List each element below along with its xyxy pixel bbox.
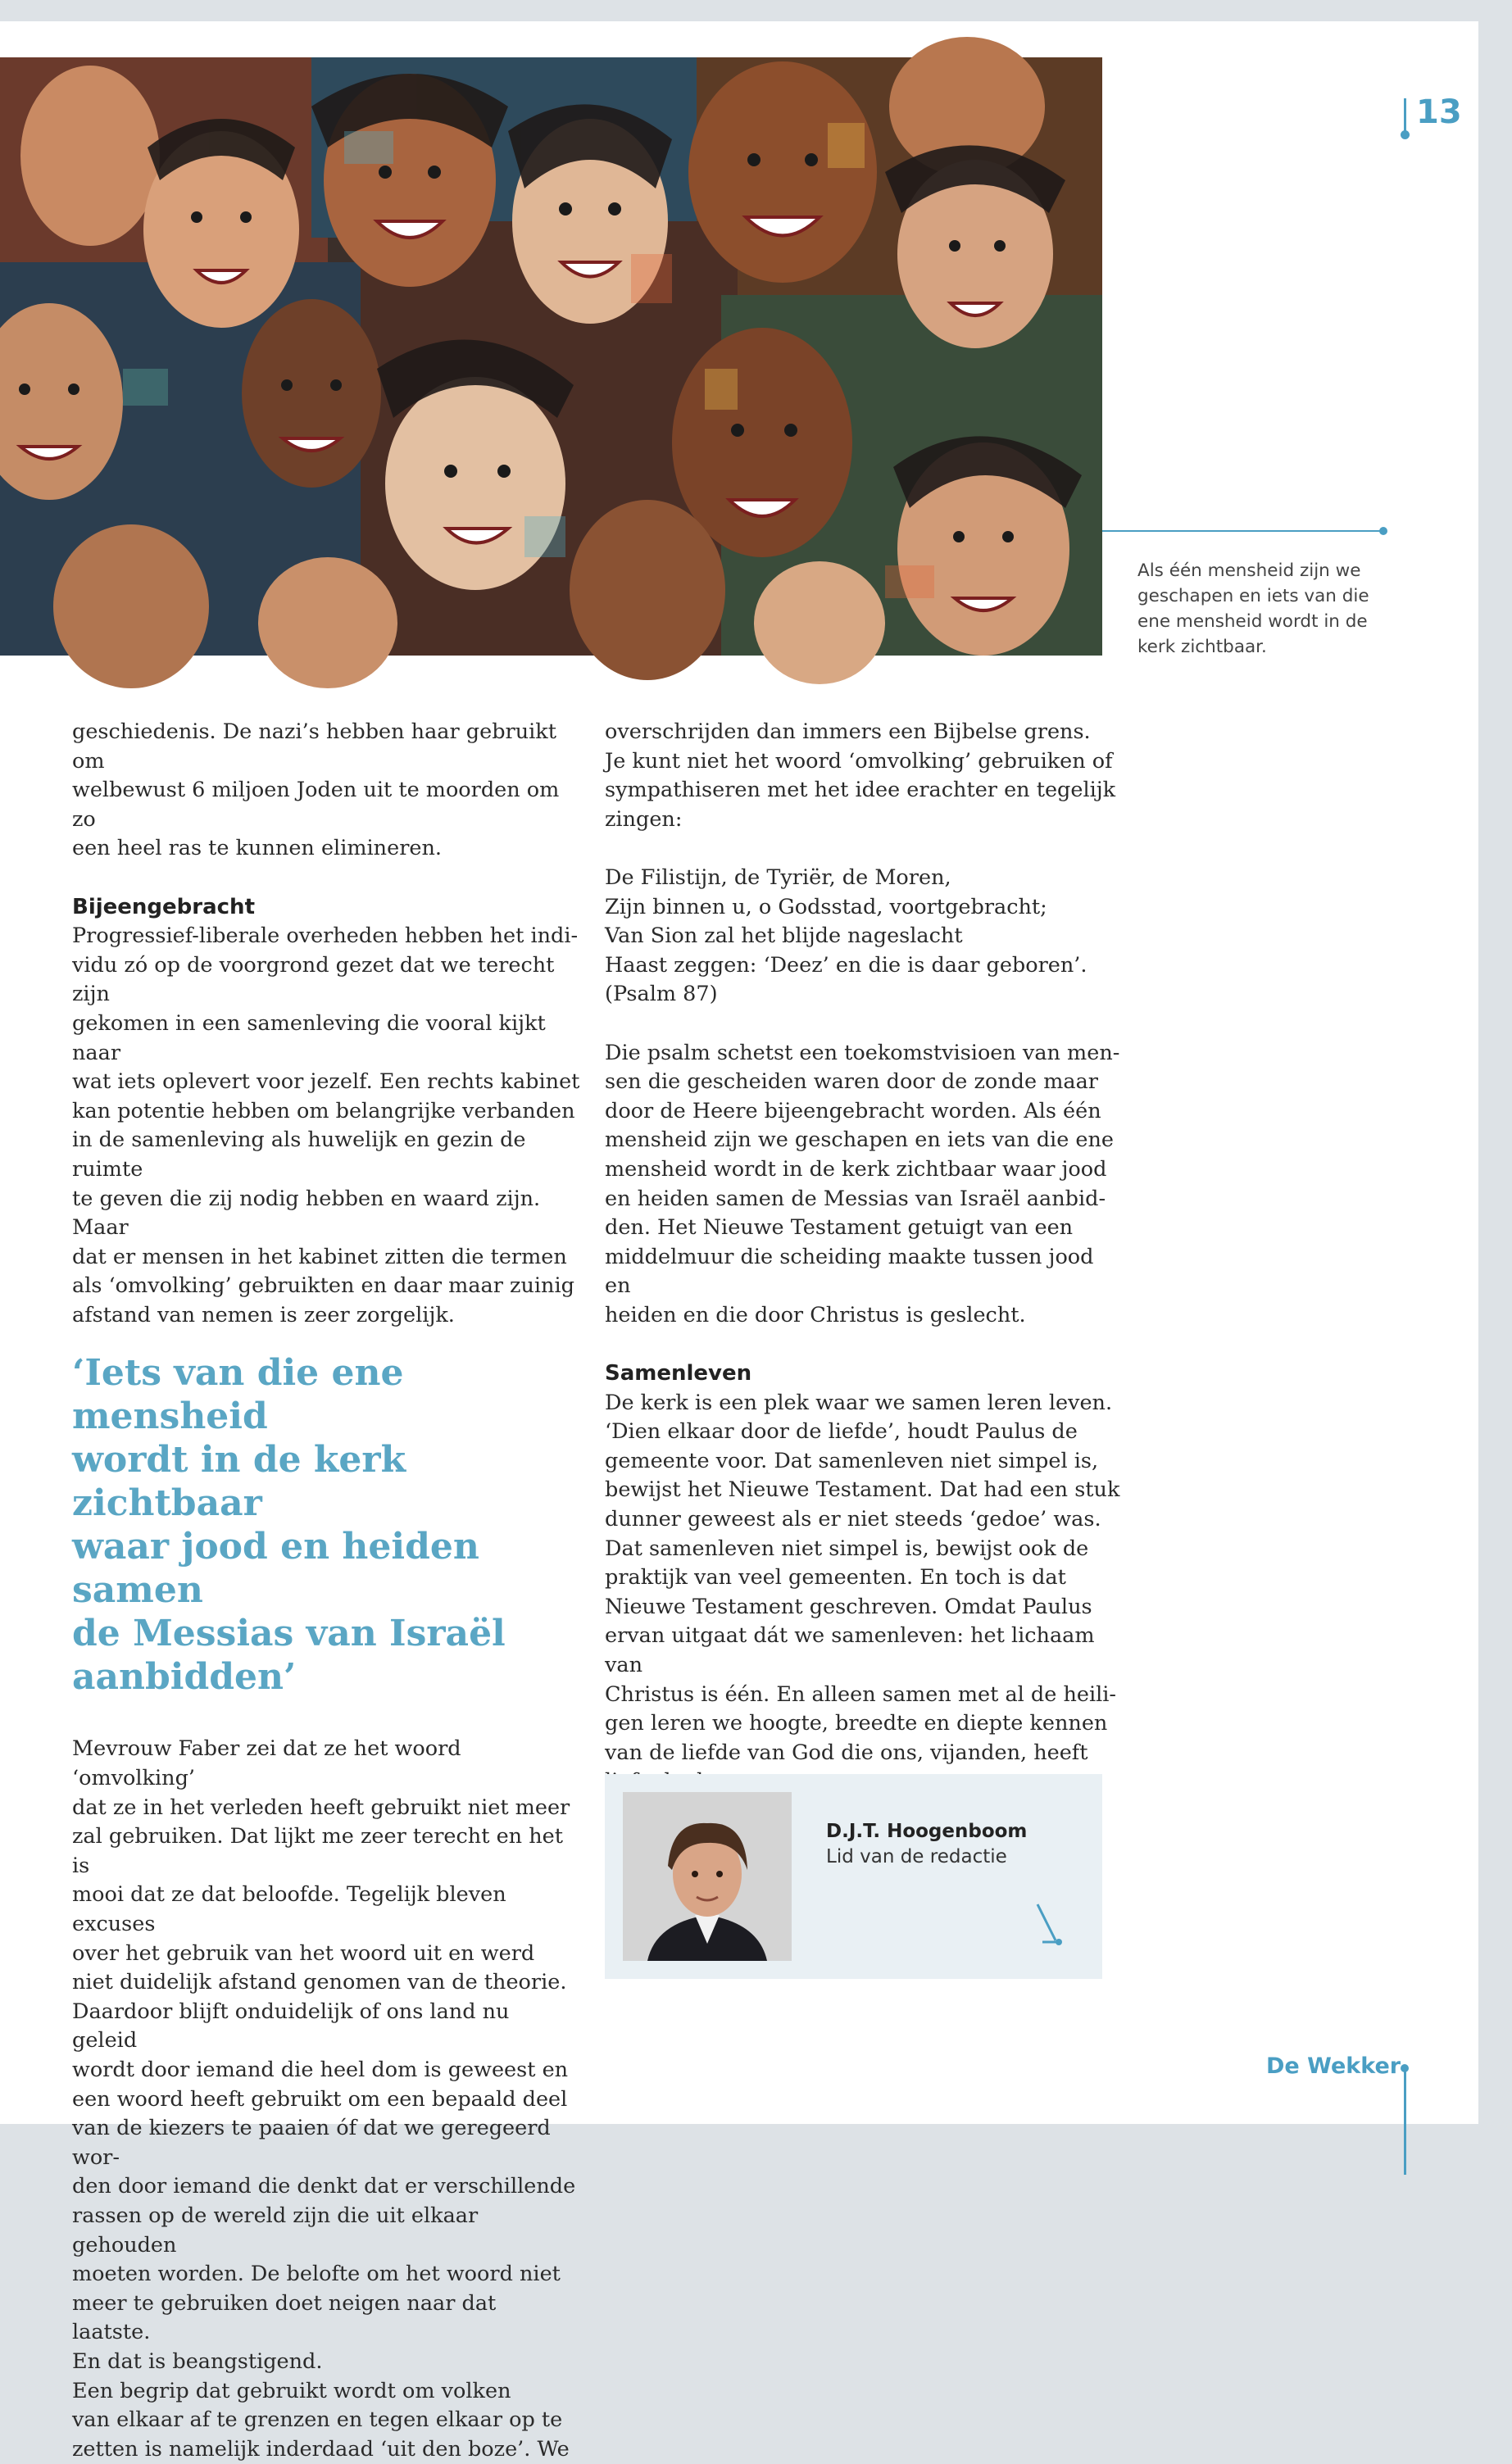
article-column-right <box>605 718 1121 1797</box>
subheading-bijeengebracht: Bijeengebracht <box>72 894 255 919</box>
author-name: D.J.T. Hoogenboom <box>826 1821 1028 1842</box>
paragraph-final <box>605 1389 1121 1797</box>
caption-rule <box>1102 530 1385 532</box>
image-caption: Als één mensheid zijn we geschapen en iets van die ene mensheid wordt in de kerk zichtbaar. <box>1137 560 1369 657</box>
paragraph-final-text: De kerk is een plek waar we samen leren leven. ‘Dien elkaar door de liefde’, houdt Paulus de gemeente voor. Dat samenleven niet simpel is, bewijst het Nieuwe Testament. Dat had een stuk dunner geweest als er niet steeds ‘gedoe’ was. Dat samenleven niet simpel is, bewijst ook de praktijk van veel gemeenten. En toch is dat Nieuwe Testament geschreven. Omdat Paulus ervan uitgaat dát we samenleven: het lichaam van Christus is één. En alleen samen met al de heili- gen leren we hoogte, breedte en diepte kennen van de liefde van God die ons, vijanden, heeft <box>605 1390 1120 1765</box>
paragraph: overschrijden dan immers een Bijbelse grens. Je kunt niet het woord ‘omvolking’ gebruiken of sympathiseren met het idee erachter en tegelijk zingen: <box>605 719 1116 832</box>
footer-rule <box>1404 2068 1406 2175</box>
decorative-line-icon <box>1034 1901 1067 1950</box>
page-number: 13 <box>1416 93 1462 131</box>
paragraph: Mevrouw Faber zei dat ze het woord ‘omvolking’ dat ze in het verleden heeft gebruikt niet meer zal gebruiken. Dat lijkt me zeer terecht en het is mooi dat ze dat beloofde. Tegelijk bleven excuses over het gebruik van het woord uit en werd niet duidelijk afstand genomen van de theorie. Daardoor blijft onduidelijk of ons land nu geleid wordt door iemand die heel dom is geweest en een woord heeft gebruikt om een bepaald deel van de kiezers te paaien óf dat we geregeerd wor- den door iemand die denkt dat er verschillende rassen op de wereld zijn die uit elkaar gehouden moeten worden. De belofte om het woord niet meer te gebruiken doet neigen naar dat laatste. En dat is beangstigend. Een begrip dat gebruikt wordt om volken van elkaar af te grenzen en tegen elkaar op te zetten is namelijk inderdaad ‘uit den boze’. We <box>72 1736 576 2462</box>
author-box <box>605 1774 1102 1979</box>
paragraph: geschiedenis. De nazi’s hebben haar gebruikt om welbewust 6 miljoen Joden uit te moorden om zo een heel ras te kunnen elimineren. <box>72 719 560 861</box>
page-number-dot <box>1401 130 1410 139</box>
faces-collage-illustration <box>0 57 1102 656</box>
article-column-left <box>72 718 580 2464</box>
pull-quote: ‘Iets van die ene mensheid wordt in de kerk zichtbaar waar jood en heiden samen de Messias van Israël aanbidden’ <box>72 1352 506 1699</box>
caption-rule-dot <box>1379 527 1387 535</box>
page <box>0 21 1478 2462</box>
publication-name: De Wekker <box>1266 2053 1401 2079</box>
paragraph: Die psalm schetst een toekomstvisioen van men- sen die gescheiden waren door de zonde maar door de Heere bijeengebracht worden. Als één mensheid zijn we geschapen en iets van die ene mensheid wordt in de kerk zichtbaar waar jood en heiden samen de Messias van Israël aanbid- den. Het Nieuwe Testament getuigt van een middelmuur die scheiding maakte tussen jood en heiden en die door Christus is geslecht. <box>605 1040 1120 1327</box>
paragraph: Progressief-liberale overheden hebben het indi- vidu zó op de voorgrond gezet dat we terecht zijn gekomen in een samenleving die vooral kijkt naar wat iets oplevert voor jezelf. Een rechts kabinet kan potentie hebben om belangrijke verbanden in de samenleving als huwelijk en gezin de ruimte te geven die zij nodig hebben en waard zijn. Maar dat er mensen in het kabinet zitten die termen als ‘omvolking’ gebruikten en daar maar zuinig afstand van nemen is zeer zorgelijk. <box>72 923 580 1327</box>
author-photo <box>623 1792 792 1961</box>
subheading-samenleven: Samenleven <box>605 1361 752 1386</box>
hero-image-faces-collage <box>0 57 1102 656</box>
psalm-quote: De Filistijn, de Tyriër, de Moren, Zijn binnen u, o Godsstad, voortgebracht; Van Sion zal het blijde nageslacht Haast zeggen: ‘Deez’ en die is daar geboren’. (Psalm 87) <box>605 864 1087 1007</box>
author-role: Lid van de redactie <box>826 1846 1007 1867</box>
